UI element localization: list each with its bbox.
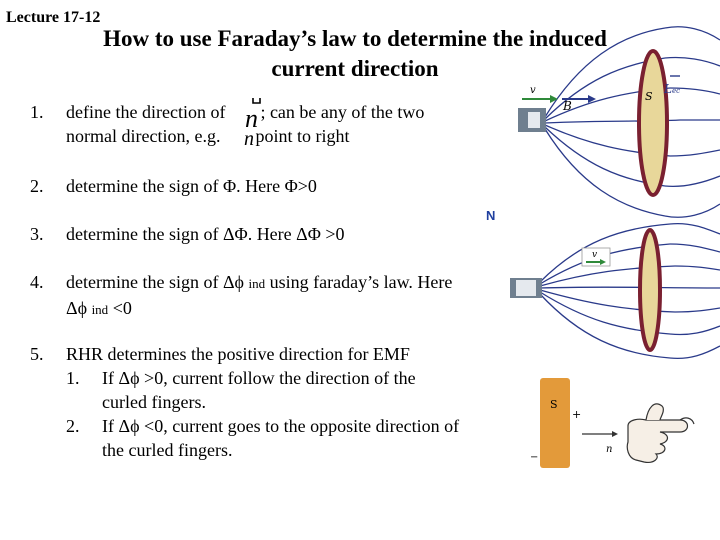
step-3-text: determine the sign of ΔΦ. Here ΔΦ >0: [66, 224, 345, 244]
n-arrowhead: [612, 431, 618, 437]
step-number: 3.: [30, 224, 44, 244]
sub-step-1-line2: curled fingers.: [102, 392, 206, 412]
minus-label: −: [530, 452, 539, 463]
magnet-label-box: [516, 280, 536, 296]
step-2-text: determine the sign of Φ. Here Φ>0: [66, 176, 317, 196]
s-label: S: [550, 398, 558, 411]
v-label: v: [530, 85, 536, 96]
sub-step-1: [66, 366, 536, 414]
step-5-text: RHR determines the positive direction for EMF: [66, 344, 410, 364]
step-4-line2-a: Δϕ: [66, 298, 88, 318]
sub-step-2-line2: the curled fingers.: [102, 440, 233, 460]
magnet-loop-figure-2: [480, 222, 720, 362]
normal-vector-symbol-2: n: [244, 128, 254, 150]
right-hand-rule-figure: [520, 372, 720, 472]
step-1-line2-a: normal direction, e.g.: [66, 126, 221, 146]
step-4-line2-sub: ind: [91, 302, 109, 317]
plus-label: +: [572, 408, 582, 421]
step-4-line1-a: determine the sign of Δϕ: [66, 272, 245, 292]
sub-step-2-line1: If Δϕ <0, current goes to the opposite direction of: [102, 416, 460, 436]
b-label: B: [563, 99, 572, 113]
step-4-line1-sub: ind: [248, 276, 266, 291]
l-label: Lec: [664, 82, 681, 96]
title-line-1: How to use Faraday’s law to determine the induced: [103, 26, 607, 51]
sub-step-number: 2.: [66, 416, 80, 436]
field-lines: [540, 224, 720, 359]
sub-step-1-line1: If Δϕ >0, current follow the direction of the: [102, 368, 416, 388]
thumb-hand-icon: [627, 404, 694, 462]
magnet-loop-figure-1: [470, 20, 720, 220]
step-number: 4.: [30, 272, 44, 292]
field-lines: [545, 27, 720, 218]
conducting-loop: [639, 51, 667, 195]
magnet-label-box: [528, 112, 540, 128]
north-pole-label: N: [486, 208, 496, 223]
step-number: 2.: [30, 176, 44, 196]
normal-vector-symbol-1: n: [245, 104, 258, 133]
step-number: 1.: [30, 102, 44, 122]
velocity-arrowhead: [550, 95, 558, 103]
v-label: v: [592, 250, 598, 260]
step-number: 5.: [30, 344, 44, 364]
n-label: n: [606, 444, 613, 455]
sub-step-2: [66, 414, 539, 463]
title-line-2: current direction: [271, 56, 439, 81]
step-1-line1-a: define the direction of: [66, 102, 226, 122]
step-4-line1-b: using faraday’s law. Here: [269, 272, 453, 292]
unit-vector-hat-icon: [252, 96, 262, 106]
step-1-line2-b: point to right: [255, 126, 350, 146]
sub-step-number: 1.: [66, 368, 80, 388]
orange-bar: [540, 378, 570, 468]
lecture-number: Lecture 17-12: [6, 9, 101, 26]
conducting-loop: [640, 230, 660, 350]
s-label: S: [645, 90, 653, 103]
step-1-line1-b: ; can be any of the two: [260, 102, 425, 122]
step-4-line2-b: <0: [112, 298, 132, 318]
